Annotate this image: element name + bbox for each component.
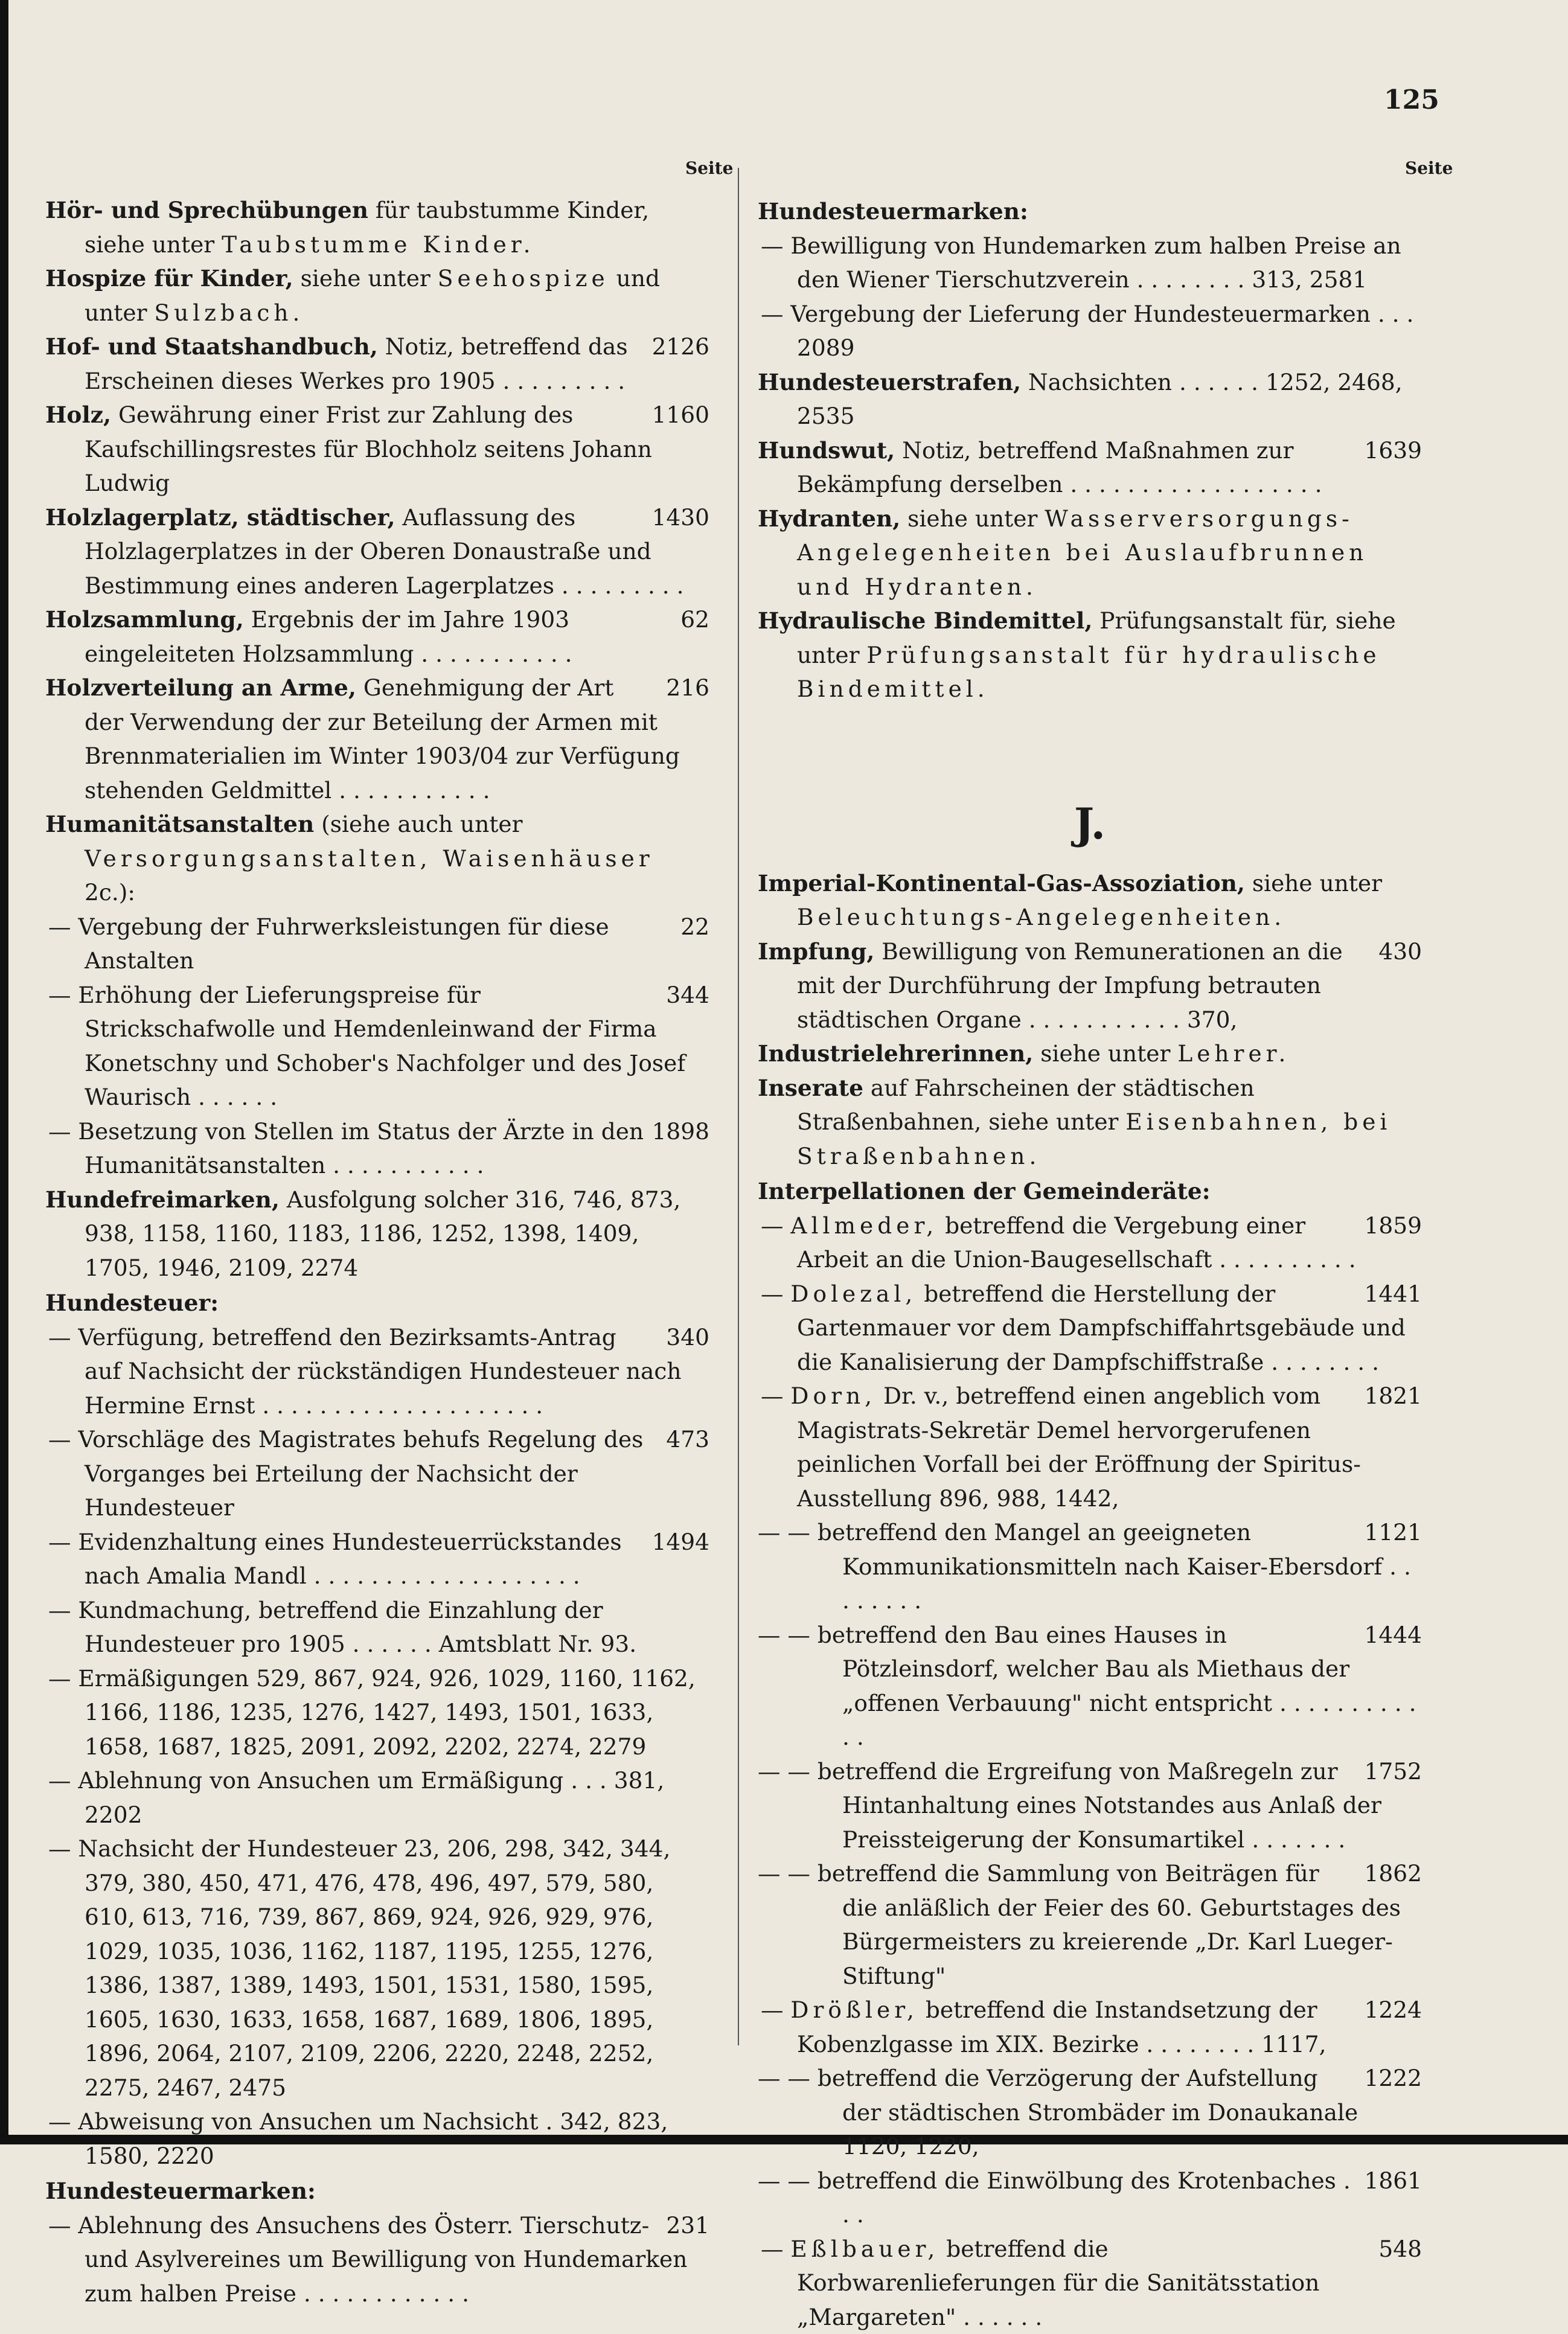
- sub-entry: [45, 2208, 709, 2311]
- page-ref: 1898: [652, 1114, 709, 1149]
- section-head-hundesteuermarken-cont: Hundesteuermarken:: [758, 194, 1422, 229]
- entry-text: betreffend die Ergreifung von Maßregeln zur Hintanhaltung eines Notstandes aus Anlaß der Preissteigerung der Konsumartikel . . . . . . .: [818, 1758, 1381, 1853]
- page-ref: 1224: [1365, 1993, 1422, 2027]
- page-ref: 216: [666, 671, 709, 705]
- sub-entry: [45, 1422, 709, 1525]
- dash-marker: —: [761, 1997, 790, 2023]
- sub-entry: [758, 1379, 1422, 1515]
- page-ref: 62: [680, 603, 709, 637]
- entry-text: betreffend die Sammlung von Beiträgen für die anläßlich der Feier des 60. Geburtstages des Bürgermeisters zu kreierende „Dr. Karl Lueger-Stiftung": [818, 1860, 1401, 1989]
- entry-text: für taubstumme Kinder, siehe unter: [85, 197, 649, 258]
- entry-text: Erhöhung der Lieferungspreise für Strickschafwolle und Hemdenleinwand der Firma Konetschny und Schober's Nachfolger und des Josef Waurisch . . . . . .: [78, 982, 685, 1111]
- entry-text: Evidenzhaltung eines Hundesteuerrückstandes nach Amalia Mandl . . . . . . . . . . . . . . . . . . .: [78, 1529, 621, 1590]
- entry-text: Vergebung der Fuhrwerksleistungen für diese Anstalten: [78, 913, 609, 974]
- dash-marker: —: [48, 913, 78, 940]
- section-head-interpellationen: Interpellationen der Gemeinderäte:: [758, 1174, 1422, 1209]
- entry-text: Vorschläge des Magistrates behufs Regelung des Vorganges bei Erteilung der Nachsicht der Hundesteuer: [78, 1426, 643, 1521]
- dash-marker: —: [48, 1426, 78, 1453]
- entry-keyword: Inserate: [758, 1075, 863, 1101]
- index-entry: [758, 502, 1422, 604]
- entry-keyword: Humanitätsanstalten: [45, 811, 314, 837]
- page-ref: 344: [666, 978, 709, 1012]
- sub-entry: [758, 297, 1422, 365]
- page-ref: 1859: [1365, 1209, 1422, 1243]
- entry-text: siehe unter: [1033, 1040, 1177, 1067]
- left-column: [45, 193, 709, 2310]
- page-ref: 1752: [1365, 1754, 1422, 1789]
- index-entry: [45, 807, 709, 910]
- section-head-hundesteuermarken: Hundesteuermarken:: [45, 2174, 709, 2208]
- entry-text: Genehmigung der Art der Verwendung der zur Beteilung der Armen mit Brennmaterialien im Winter 1903/04 zur Verfügung stehenden Geldmittel . . . . . . . . . . .: [85, 674, 680, 804]
- entry-text: Kundmachung, betreffend die Einzahlung der Hundesteuer pro 1905 . . . . . . Amtsblatt Nr. 93.: [78, 1597, 636, 1658]
- index-entry: [45, 671, 709, 807]
- dash-marker: —: [761, 1383, 790, 1409]
- entry-keyword: Hof- und Staatshandbuch,: [45, 333, 378, 360]
- entry-text: betreffend die Korbwarenlieferungen für die Sanitätsstation „Margareten" . . . . . .: [797, 2236, 1319, 2330]
- sub-entry: [758, 1754, 1422, 1857]
- index-entry: [45, 398, 709, 500]
- index-entry: [45, 603, 709, 671]
- page-ref: 1121: [1365, 1515, 1422, 1550]
- page-ref: 430: [1378, 935, 1422, 969]
- person-name: Drößler,: [790, 1997, 918, 2023]
- dash-marker: —: [48, 1597, 78, 1623]
- entry-keyword: Industrielehrerinnen,: [758, 1040, 1033, 1067]
- right-column: [758, 193, 1422, 2334]
- entry-text: Ermäßigungen 529, 867, 924, 926, 1029, 1160, 1162, 1166, 1186, 1235, 1276, 1427, 1493, 1501, 1633, 1658, 1687, 1825, 2091, 2092, 2202, 2274, 2279: [78, 1665, 695, 1760]
- section-head-hundesteuer: Hundesteuer:: [45, 1286, 709, 1320]
- cross-reference: Wasserversorgungs-Angelegenheiten bei Auslaufbrunnen und Hydranten.: [797, 505, 1368, 600]
- entry-text: siehe unter: [1245, 870, 1382, 897]
- dash-marker: —: [761, 301, 790, 327]
- entry-text: betreffend den Bau eines Hauses in Pötzleinsdorf, welcher Bau als Miethaus der „offenen Verbauung" nicht entspricht . . . . . . . . . . . .: [818, 1622, 1416, 1751]
- cross-reference: Seehospize: [438, 265, 609, 292]
- page-number: 125: [1384, 85, 1439, 115]
- entry-keyword: Hundesteuerstrafen,: [758, 369, 1021, 395]
- column-label-right: Seite: [1405, 158, 1453, 178]
- sub-entry: [758, 1515, 1422, 1618]
- sub-entry: [45, 1525, 709, 1593]
- dash-marker: —: [48, 1835, 78, 1862]
- entry-text: betreffend die Einwölbung des Krotenbaches . . .: [818, 2167, 1351, 2228]
- page-ref: 1430: [652, 500, 709, 535]
- page-ref: 1861: [1365, 2164, 1422, 2198]
- sub-entry: [758, 1618, 1422, 1754]
- index-entry: [758, 604, 1422, 706]
- page-ref: 473: [666, 1422, 709, 1457]
- sub-entry: [45, 1320, 709, 1423]
- sub-entry: [45, 978, 709, 1114]
- dash-marker: —: [48, 2212, 78, 2239]
- entry-text: Gewährung einer Frist zur Zahlung des Kaufschillingsrestes für Blochholz seitens Johann Ludwig: [85, 401, 652, 496]
- dash-marker: — —: [758, 1860, 818, 1887]
- dash-marker: —: [48, 1767, 78, 1794]
- sub-entry: [758, 2232, 1422, 2334]
- sub-entry: [45, 2105, 709, 2173]
- dash-marker: —: [761, 1212, 790, 1239]
- dash-marker: —: [761, 232, 790, 259]
- sub-entry: [758, 1209, 1422, 1277]
- dash-marker: — —: [758, 1622, 818, 1648]
- page-ref: 1639: [1365, 433, 1422, 468]
- entry-text: betreffend die Instandsetzung der Kobenzlgasse im XIX. Bezirke . . . . . . . . 1117,: [797, 1997, 1326, 2057]
- dash-marker: —: [48, 1529, 78, 1555]
- cross-reference: Eisenbahnen, bei Straßenbahnen.: [797, 1108, 1391, 1169]
- dash-marker: — —: [758, 1519, 818, 1546]
- entry-keyword: Holz,: [45, 401, 111, 428]
- entry-text: siehe unter: [900, 505, 1045, 532]
- entry-keyword: Holzsammlung,: [45, 606, 244, 633]
- page-ref: 1222: [1365, 2061, 1422, 2096]
- dash-marker: —: [761, 2236, 790, 2262]
- page-ref: 1821: [1365, 1379, 1422, 1413]
- entry-text: Ablehnung von Ansuchen um Ermäßigung . . . 381, 2202: [78, 1767, 664, 1828]
- sub-entry: [45, 1661, 709, 1764]
- entry-keyword: Holzverteilung an Arme,: [45, 674, 356, 701]
- entry-text: Verfügung, betreffend den Bezirksamts-Antrag auf Nachsicht der rückständigen Hundesteuer nach Hermine Ernst . . . . . . . . . . . . . . . . . . . .: [78, 1324, 681, 1419]
- sub-entry: [45, 1832, 709, 2105]
- entry-keyword: Holzlagerplatz, städtischer,: [45, 504, 395, 531]
- page-ref: 1494: [652, 1525, 709, 1559]
- entry-text: siehe unter: [293, 265, 438, 292]
- entry-text: Nachsichten . . . . . . 1252, 2468, 2535: [797, 369, 1403, 430]
- entry-text: betreffend die Vergebung einer Arbeit an die Union-Baugesellschaft . . . . . . . . . .: [797, 1212, 1356, 1273]
- page-ref: 1862: [1365, 1856, 1422, 1891]
- index-entry: [758, 1037, 1422, 1071]
- index-entry: [758, 1071, 1422, 1174]
- entry-keyword: Hundswut,: [758, 437, 895, 464]
- entry-text: betreffend den Mangel an geeigneten Kommunikationsmitteln nach Kaiser-Ebersdorf . . . . . . . .: [818, 1519, 1411, 1614]
- cross-reference: Sulzbach.: [154, 299, 304, 326]
- dash-marker: — —: [758, 1758, 818, 1785]
- cross-reference: Lehrer.: [1177, 1040, 1290, 1067]
- section-letter: J.: [758, 797, 1422, 851]
- sub-entry: [758, 2164, 1422, 2232]
- sub-entry: [758, 1993, 1422, 2061]
- entry-text: Besetzung von Stellen im Status der Ärzte in den Humanitätsanstalten . . . . . . . . . . .: [78, 1118, 644, 1179]
- entry-text: Nachsicht der Hundesteuer 23, 206, 298, 342, 344, 379, 380, 450, 471, 476, 478, 496, 497, 579, 580, 610, 613, 716, 739, 867, 869, 924, 926, 929, 976, 1029, 1035, 1036, 1162, 1187, 1195, 1255, 1276, 1386, 1387, 1389, 1493, 1501, 1531, 1580, 1595, 1605, 1630, 1633, 1658, 1687, 1689, 1806, 1895, 1896, 2064, 2107, 2109, 2206, 2220, 2248, 2252, 2275, 2467, 2475: [78, 1835, 670, 2101]
- index-entry: [45, 500, 709, 603]
- entry-text: 2c.):: [85, 879, 135, 906]
- sub-entry: [45, 910, 709, 978]
- sub-entry: [45, 1593, 709, 1661]
- entry-text: Notiz, betreffend Maßnahmen zur Bekämpfung derselben . . . . . . . . . . . . . . . . . .: [797, 437, 1322, 498]
- index-entry-hundefreimarken: [45, 1183, 709, 1285]
- page-ref: 548: [1378, 2232, 1422, 2266]
- entry-text: Ausfolgung solcher 316, 746, 873, 938, 1158, 1160, 1183, 1186, 1252, 1398, 1409, 1705, 1946, 2109, 2274: [85, 1186, 680, 1281]
- entry-text: Vergebung der Lieferung der Hundesteuermarken . . . 2089: [790, 301, 1413, 362]
- entry-text: (siehe auch unter: [314, 811, 522, 837]
- cross-reference: Taubstumme Kinder.: [222, 231, 534, 258]
- entry-text: Bewilligung von Remunerationen an die mit der Durchführung der Impfung betrauten städtischen Organe . . . . . . . . . . . 370,: [797, 938, 1343, 1033]
- page-ref: 231: [666, 2208, 709, 2243]
- dash-marker: —: [48, 2108, 78, 2135]
- entry-text: Dr. v., betreffend einen angeblich vom Magistrats-Sekretär Demel hervorgerufenen peinlichen Vorfall bei der Eröffnung der Spiritus-Ausstellung 896, 988, 1442,: [797, 1383, 1361, 1512]
- page-ref: 1441: [1365, 1277, 1422, 1311]
- cross-reference: Versorgungsanstalten, Waisenhäuser: [85, 845, 654, 872]
- index-entry: [758, 935, 1422, 1037]
- index-entry: [758, 866, 1422, 935]
- entry-text: Abweisung von Ansuchen um Nachsicht . 342, 823, 1580, 2220: [78, 2108, 668, 2169]
- entry-keyword: Imperial-Kontinental-Gas-Assoziation,: [758, 870, 1245, 897]
- entry-text: und unter: [85, 265, 660, 326]
- index-entry: [758, 365, 1422, 433]
- dash-marker: —: [761, 1281, 790, 1307]
- dash-marker: —: [48, 1118, 78, 1145]
- entry-text: Ergebnis der im Jahre 1903 eingeleiteten Holzsammlung . . . . . . . . . . .: [85, 606, 572, 667]
- dash-marker: —: [48, 1665, 78, 1692]
- page-ref: 2126: [652, 330, 709, 364]
- index-entry: [45, 193, 709, 261]
- sub-entry: [45, 1114, 709, 1183]
- entry-text: auf Fahrscheinen der städtischen Straßenbahnen, siehe unter: [797, 1075, 1255, 1136]
- entry-text: Notiz, betreffend das Erscheinen dieses Werkes pro 1905 . . . . . . . . .: [85, 333, 628, 394]
- page-ref: 340: [666, 1320, 709, 1355]
- cross-reference: Beleuchtungs-Angelegenheiten.: [797, 904, 1285, 930]
- person-name: Eßlbauer,: [790, 2236, 939, 2262]
- entry-text: Ablehnung des Ansuchens des Österr. Tierschutz- und Asylvereines um Bewilligung von Hundemarken zum halben Preise . . . . . . . . . . . .: [78, 2212, 687, 2307]
- page-ref: 22: [680, 910, 709, 944]
- entry-keyword: Hör- und Sprechübungen: [45, 197, 368, 223]
- entry-text: betreffend die Verzögerung der Aufstellung der städtischen Strombäder im Donaukanale 1120, 1220,: [818, 2065, 1358, 2160]
- entry-keyword: Hydraulische Bindemittel,: [758, 607, 1092, 634]
- dash-marker: —: [48, 1324, 78, 1351]
- page-ref: 1160: [652, 398, 709, 432]
- entry-keyword: Impfung,: [758, 938, 874, 965]
- sub-entry: [45, 1763, 709, 1832]
- index-entry: [758, 433, 1422, 502]
- page-ref: 1444: [1365, 1618, 1422, 1652]
- person-name: Allmeder,: [790, 1212, 938, 1239]
- column-divider: [738, 168, 739, 2045]
- entry-text: Auflassung des Holzlagerplatzes in der Oberen Donaustraße und Bestimmung eines anderen Lagerplatzes . . . . . . . . .: [85, 504, 684, 599]
- dash-marker: — —: [758, 2167, 818, 2194]
- sub-entry: [758, 2061, 1422, 2164]
- cross-reference: Prüfungsanstalt für hydraulische Bindemittel.: [797, 642, 1381, 703]
- index-entry: [45, 330, 709, 398]
- column-label-left: Seite: [685, 158, 733, 178]
- entry-text: betreffend die Herstellung der Gartenmauer vor dem Dampfschiffahrtsgebäude und die Kanalisierung der Dampfschiffstraße . . . . . . . .: [797, 1281, 1406, 1375]
- dash-marker: —: [48, 982, 78, 1008]
- entry-text: Bewilligung von Hundemarken zum halben Preise an den Wiener Tierschutzverein . . . . . . . . 313, 2581: [790, 232, 1401, 293]
- sub-entry: [758, 1277, 1422, 1380]
- entry-keyword: Hydranten,: [758, 505, 900, 532]
- sub-entry: [758, 229, 1422, 297]
- dash-marker: — —: [758, 2065, 818, 2091]
- entry-keyword: Hospize für Kinder,: [45, 265, 293, 292]
- entry-keyword: Hundefreimarken,: [45, 1186, 280, 1213]
- entry-text: Prüfungsanstalt für, siehe unter: [797, 607, 1396, 668]
- sub-entry: [758, 1856, 1422, 1993]
- index-entry: [45, 261, 709, 330]
- person-name: Dorn,: [790, 1383, 876, 1409]
- person-name: Dolezal,: [790, 1281, 917, 1307]
